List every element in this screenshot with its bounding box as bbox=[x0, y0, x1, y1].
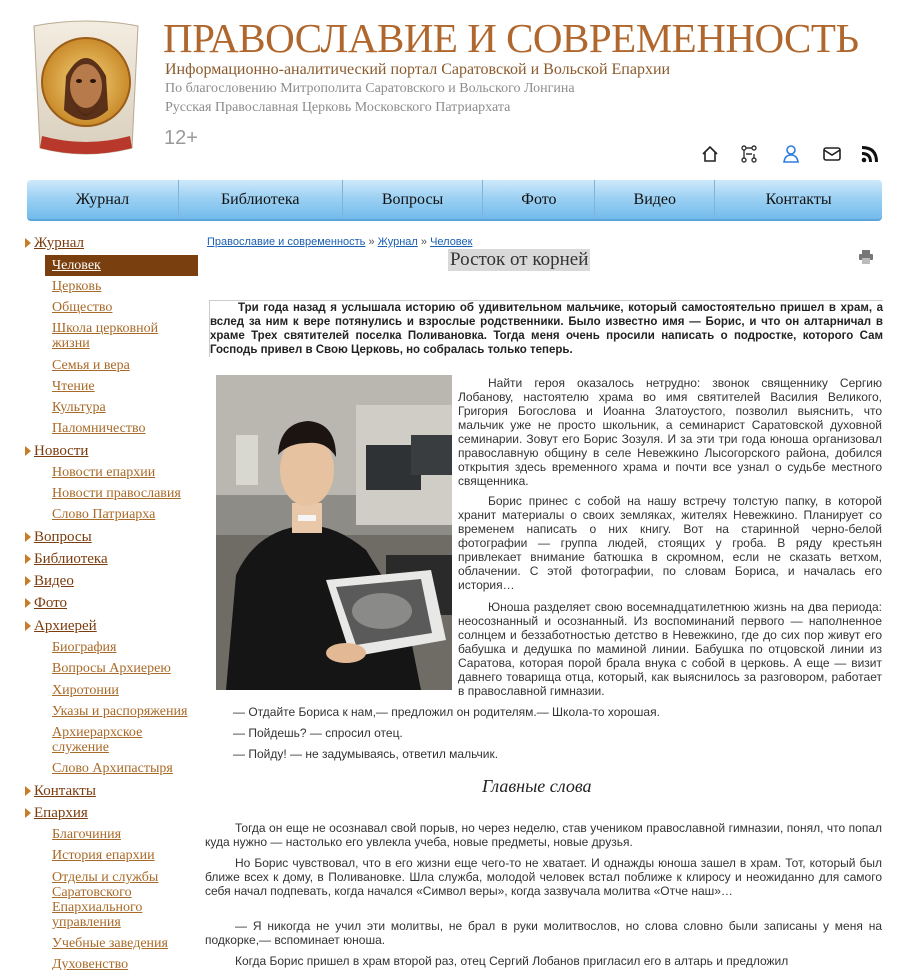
sidebar-item-patriarch-word[interactable]: Слово Патриарха bbox=[52, 507, 156, 522]
sidebar-photo[interactable]: Фото bbox=[34, 595, 68, 611]
main-nav bbox=[27, 180, 882, 221]
breadcrumb-journal[interactable]: Журнал bbox=[377, 236, 418, 248]
nav-library[interactable]: Библиотека bbox=[179, 180, 343, 219]
sidebar-item-deaneries[interactable]: Благочиния bbox=[52, 827, 122, 842]
sidebar-item-hierarchal-service[interactable]: Архиерархское служение bbox=[52, 725, 143, 755]
site-blessing: По благословению Митрополита Саратовского и Вольского Лонгина bbox=[165, 81, 575, 96]
arrow-icon bbox=[25, 598, 31, 608]
sidebar-item-pilgrimage[interactable]: Паломничество bbox=[52, 421, 146, 436]
lead-text: Три года назад я услышала историю об удивительном мальчике, который самостоятельно пришел в храм, а вслед за ним к вере потянулись и взрослые родственники. Было известно имя — Борис, и что он алтарничал в храме Трех святителей поселка Поливановка. Тогда меня очень просили написать о подростке, которого Сам Господь привел в Свою Церковь, но собралась только теперь. bbox=[210, 302, 883, 356]
article-paragraph: Но Борис чувствовал, что в его жизни еще чего-то не хватает. И однажды юноша зашел в храм. Тот, который был ближе всех к дому, в Поливановке. Шла служба, молодой человек встал поближе к клиросу и неожиданно для самого себя начал подпевать, когда начался «Символ веры», когда зазвучала молитва «Отче наш»… bbox=[205, 856, 882, 898]
nav-photo[interactable]: Фото bbox=[483, 180, 595, 219]
arrow-icon bbox=[25, 576, 31, 586]
mail-icon[interactable] bbox=[822, 144, 844, 166]
sidebar-journal[interactable]: Журнал bbox=[34, 235, 85, 251]
sidebar-news[interactable]: Новости bbox=[34, 443, 89, 459]
sidebar-item-decrees[interactable]: Указы и распоряжения bbox=[52, 704, 188, 719]
sitemap-icon[interactable] bbox=[740, 144, 762, 166]
sidebar-item-clergy[interactable]: Духовенство bbox=[52, 957, 129, 970]
sidebar-item-chelovek[interactable]: Человек bbox=[52, 258, 101, 273]
article-paragraph: Тогда он еще не осознавал свой порыв, но через неделю, став учеником православной гимназии, понял, что попал куда нужно — настолько его увлекла учеба, новые предметы, новые друзья. bbox=[205, 821, 882, 849]
arrow-icon bbox=[25, 446, 31, 456]
breadcrumb bbox=[207, 236, 472, 248]
sidebar-item-departments[interactable]: Отделы и службы Саратовского Епархиального управления bbox=[52, 870, 159, 930]
nav-journal[interactable]: Журнал bbox=[27, 180, 179, 219]
site-logo[interactable] bbox=[28, 18, 144, 160]
breadcrumb-separator: » bbox=[368, 236, 375, 248]
sidebar-contacts[interactable]: Контакты bbox=[34, 783, 96, 799]
dialogue-line: — Отдайте Бориса к нам,— предложил он родителям.— Школа-то хорошая. bbox=[233, 705, 660, 719]
age-rating: 12+ bbox=[164, 127, 198, 149]
dialogue-line: — Пойдешь? — спросил отец. bbox=[233, 726, 403, 740]
sidebar-questions[interactable]: Вопросы bbox=[34, 529, 92, 545]
arrow-icon bbox=[25, 554, 31, 564]
dialogue-line: — Пойду! — не задумываясь, ответил мальчик. bbox=[233, 747, 499, 761]
section-heading: Главные слова bbox=[482, 776, 592, 796]
sidebar-item-orthodoxy-news[interactable]: Новости православия bbox=[52, 486, 181, 501]
arrow-icon bbox=[25, 621, 31, 631]
article-paragraph: Найти героя оказалось нетрудно: звонок священнику Сергию Лобанову, настоятелю храма во имя святителей Василия Великого, Григория Богослова и Иоанна Златоустого, позволил выяснить, что мальчик уже не просто школьник, а семинарист Саратовской духовной семинарии. Зовут его Борис Зозуля. И за эти три года юноша организовал православную общину в селе Невежкино Лысогорского района, добился открытия здесь временного храма и почти все узнал о судьбе местного священника. bbox=[458, 376, 882, 488]
sidebar-library[interactable]: Библиотека bbox=[34, 551, 108, 567]
article-paragraph: Борис принес с собой на нашу встречу толстую папку, в которой хранит материалы о своих земляках, жителях Невежкино. Планирует со временем написать о них книгу. Вот на старинной черно-белой фотографии — группа людей, стоящих у гроба. В ряду крестьян привлекает внимание батюшка в скромном, если не сказать ветхом, облачении. С этой фотографии, по словам Бориса, и началась его история… bbox=[458, 494, 882, 592]
sidebar-item-culture[interactable]: Культура bbox=[52, 400, 106, 415]
site-church: Русская Православная Церковь Московского Патриархата bbox=[165, 100, 511, 115]
sidebar-item-bishop-questions[interactable]: Вопросы Архиерею bbox=[52, 661, 171, 676]
nav-contacts[interactable]: Контакты bbox=[765, 191, 832, 208]
arrow-icon bbox=[25, 532, 31, 542]
sidebar-item-eparchy-history[interactable]: История епархии bbox=[52, 848, 155, 863]
arrow-icon bbox=[25, 786, 31, 796]
user-icon[interactable] bbox=[781, 144, 803, 166]
arrow-icon bbox=[25, 808, 31, 818]
site-subtitle: Информационно-аналитический портал Саратовской и Вольской Епархии bbox=[165, 61, 671, 78]
sidebar-video[interactable]: Видео bbox=[34, 573, 74, 589]
nav-questions[interactable]: Вопросы bbox=[343, 180, 484, 219]
sidebar-item-ordinations[interactable]: Хиротонии bbox=[52, 683, 119, 698]
sidebar-item-school[interactable]: Школа церковной жизни bbox=[52, 321, 159, 351]
nav-video[interactable]: Видео bbox=[595, 180, 715, 219]
print-icon[interactable] bbox=[858, 250, 874, 264]
sidebar-item-reading[interactable]: Чтение bbox=[52, 379, 95, 394]
sidebar-item-archpastor-word[interactable]: Слово Архипастыря bbox=[52, 761, 173, 776]
article-paragraph: Юноша разделяет свою восемнадцатилетнюю жизнь на два периода: неосознанный и осознанный. Из воспоминаний первого — наполненное солнцем и беззаботностью детство в Невежкино, где до сих пор живут его бабушка и дедушка по маминой линии. Бабушка по отцовской линии из Саратова, которая порой брала внука с собой в церковь. А еще — визит давнего товарища отца, который, как выяснилось за разговором, работает в православной гимназии. bbox=[458, 600, 882, 698]
article-paragraph: Когда Борис пришел в храм второй раз, отец Сергий Лобанов пригласил его в алтарь и предложил bbox=[235, 954, 789, 968]
arrow-icon bbox=[25, 238, 31, 248]
article-photo bbox=[216, 375, 452, 690]
sidebar-eparchy[interactable]: Епархия bbox=[34, 805, 88, 821]
sidebar-bishop[interactable]: Архиерей bbox=[34, 618, 97, 634]
site-title[interactable]: ПРАВОСЛАВИЕ И СОВРЕМЕННОСТЬ bbox=[163, 15, 859, 61]
breadcrumb-separator: » bbox=[420, 236, 427, 248]
sidebar-item-family[interactable]: Семья и вера bbox=[52, 358, 130, 373]
article-paragraph: — Я никогда не учил эти молитвы, не брал в руки молитвослов, но слова словно были записаны у меня на подкорке,— вспоминает юноша. bbox=[205, 919, 882, 947]
sidebar-item-schools[interactable]: Учебные заведения bbox=[52, 936, 168, 951]
breadcrumb-home[interactable]: Православие и современность bbox=[207, 236, 366, 248]
sidebar-item-society[interactable]: Общество bbox=[52, 300, 113, 315]
article-title: Росток от корней bbox=[450, 249, 589, 270]
rss-icon[interactable] bbox=[860, 144, 882, 166]
home-icon[interactable] bbox=[700, 144, 722, 166]
article-lead bbox=[209, 300, 883, 357]
sidebar-item-biography[interactable]: Биография bbox=[52, 640, 117, 655]
breadcrumb-chelovek[interactable]: Человек bbox=[430, 236, 473, 248]
sidebar-item-eparchy-news[interactable]: Новости епархии bbox=[52, 465, 156, 480]
sidebar-item-church[interactable]: Церковь bbox=[52, 279, 102, 294]
